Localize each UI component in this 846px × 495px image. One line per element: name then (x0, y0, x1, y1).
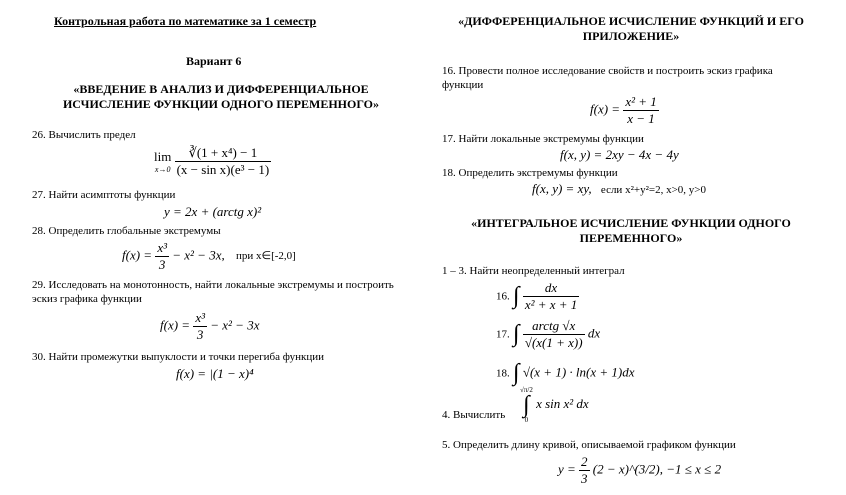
problem-1-3-text: 1 – 3. Найти неопределенный интеграл (442, 265, 625, 277)
lim-symbol: lim (154, 149, 172, 164)
f28-numerator: x³ (157, 240, 167, 255)
variant-label: Вариант 6 (186, 54, 242, 68)
integral-sign-icon: ∫ (523, 392, 530, 418)
problem-16-text: 16. Провести полное исследование свойств и построить эскиз графика функции (442, 65, 773, 91)
f29-rest: − x² − 3x (210, 317, 260, 333)
limit-fraction (175, 145, 272, 178)
problem-27-text: 27. Найти асимптоты функции (32, 189, 176, 201)
integral-17-dx: dx (587, 325, 601, 341)
integral-17 (496, 318, 600, 351)
problem-18-text: 18. Определить экстремумы функции (442, 167, 618, 179)
limit-numerator: ∛(1 + x⁴) − 1 (175, 145, 272, 162)
integral-17-denominator: √(x(1 + x)) (524, 335, 583, 350)
integral-18-expr: √(x + 1) · ln(x + 1)dx (522, 364, 635, 380)
problem-30-formula: f(x) = |(1 − x)⁴ (176, 366, 254, 381)
section1-title: «ВВЕДЕНИЕ В АНАЛИЗ И ДИФФЕРЕНЦИАЛЬНОЕ ИСЧИСЛЕНИЕ ФУНКЦИИ ОДНОГО ПЕРЕМЕННОГО» (62, 82, 380, 111)
section2-title: «ДИФФЕРЕНЦИАЛЬНОЕ ИСЧИСЛЕНИЕ ФУНКЦИЙ И ЕГО ПРИЛОЖЕНИЕ» (458, 14, 804, 43)
f28-rest: − x² − 3x, (172, 247, 225, 263)
f28-fraction (155, 240, 169, 273)
integral-sign-icon: ∫ (513, 321, 520, 347)
problem-18-formula (532, 181, 706, 197)
integral-16-label: 16. (496, 290, 510, 303)
f29-lhs: f(x) = (160, 317, 191, 333)
f5-rest: (2 − x)^(3/2), −1 ≤ x ≤ 2 (592, 461, 722, 477)
integral-16-numerator: dx (523, 280, 579, 297)
problem-5-text: 5. Определить длину кривой, описываемой графиком функции (442, 439, 736, 451)
f29-denominator: 3 (196, 327, 204, 342)
integral-16 (496, 280, 579, 313)
f29-numerator: x³ (195, 310, 205, 325)
problem-17-text: 17. Найти локальные экстремумы функции (442, 133, 644, 145)
problem-4-text: 4. Вычислить (442, 409, 506, 421)
integral-18 (496, 360, 635, 387)
f28-denominator: 3 (158, 257, 166, 272)
problem-29-text: 29. Исследовать на монотонность, найти локальные экстремумы и построить эскиз графика функции (32, 279, 394, 305)
integral-17-numerator: arctg √x (523, 318, 585, 335)
problem-28-text: 28. Определить глобальные экстремумы (32, 225, 221, 237)
problem-29-formula (160, 310, 259, 343)
problem-26-text: 26. Вычислить предел (32, 129, 136, 141)
integral-17-label: 17. (496, 328, 510, 341)
problem-5-formula (558, 454, 721, 487)
integral-16-denominator: x² + x + 1 (524, 297, 578, 312)
problem-4-formula (520, 386, 589, 424)
f28-condition: при x∈[-2,0] (235, 250, 296, 263)
problem-26-formula (154, 145, 271, 178)
section3-title: «ИНТЕГРАЛЬНОЕ ИСЧИСЛЕНИЕ ФУНКЦИИ ОДНОГО ПЕРЕМЕННОГО» (471, 216, 791, 245)
f28-lhs: f(x) = (122, 247, 153, 263)
f5-numerator: 2 (581, 454, 588, 469)
f16-fraction (623, 94, 658, 127)
f18-expr: f(x, y) = xy, (532, 181, 592, 196)
integral-sign-icon: ∫ (513, 283, 520, 309)
integral-lower-limit: 0 (524, 416, 529, 424)
integral-16-fraction (523, 280, 579, 313)
problem-4-integrand: x sin x² dx (536, 395, 589, 411)
lim-subscript: x→0 (154, 165, 171, 174)
f18-condition: если x²+y²=2, x>0, y>0 (600, 184, 706, 196)
problem-16-formula (590, 94, 659, 127)
f16-numerator: x² + 1 (625, 94, 657, 109)
f5-lhs: y = (558, 461, 576, 477)
f5-denominator: 3 (581, 471, 588, 486)
limit-denominator: (x − sin x)(e³ − 1) (176, 162, 270, 177)
problem-28-formula (122, 240, 296, 273)
integral-18-label: 18. (496, 367, 510, 380)
integral-17-fraction (523, 318, 585, 351)
f5-fraction (579, 454, 590, 487)
problem-17-formula: f(x, y) = 2xy − 4x − 4y (560, 147, 679, 162)
integral-upper-limit: √π/2 (520, 386, 533, 394)
problem-27-formula: y = 2x + (arctg x)² (164, 204, 262, 219)
integral-sign-icon: ∫ (513, 360, 520, 386)
f16-denominator: x − 1 (627, 111, 655, 126)
f16-lhs: f(x) = (590, 101, 621, 117)
header-title: Контрольная работа по математике за 1 семестр (54, 14, 317, 28)
problem-30-text: 30. Найти промежутки выпуклости и точки перегиба функции (32, 351, 325, 363)
f29-fraction (193, 310, 207, 343)
